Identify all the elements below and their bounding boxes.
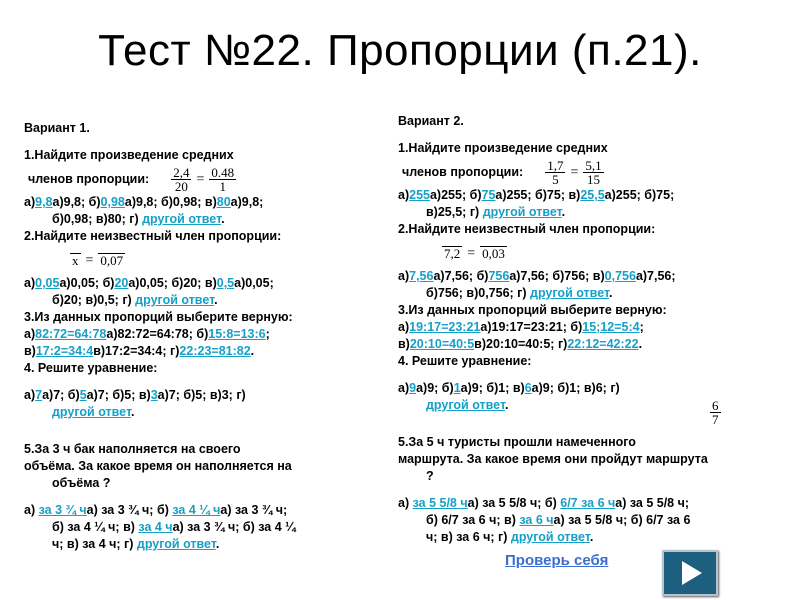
question-text: 4. Решите уравнение:: [24, 361, 158, 375]
question-text: 3.Из данных пропорций выберите верную:: [24, 310, 293, 324]
question-text: ?: [426, 469, 434, 483]
question-text: 2.Найдите неизвестный член пропорции:: [398, 222, 656, 236]
answer-link[interactable]: 9: [409, 381, 417, 395]
answer-link[interactable]: за 6 ч: [519, 513, 554, 527]
answer-link[interactable]: 756: [488, 269, 510, 283]
answer-link[interactable]: за 4 ч: [138, 520, 173, 534]
answer-link[interactable]: 7,56: [409, 269, 434, 283]
other-answer-link[interactable]: другой ответ: [135, 293, 215, 307]
question-text: маршрута. За какое время они пройдут маршрута: [398, 452, 708, 466]
question-text: объёма. За какое время он наполняется на: [24, 459, 292, 473]
answer-link[interactable]: 0,5: [216, 276, 235, 290]
fraction: $\frac{2,4}{20}$: [173, 164, 190, 194]
answer-link[interactable]: 3: [150, 388, 158, 402]
answer-link[interactable]: 15;12=5:4: [582, 320, 640, 334]
play-button[interactable]: [662, 550, 718, 596]
variant-heading: Вариант 2.: [398, 114, 464, 128]
other-answer-link[interactable]: другой ответ: [426, 398, 505, 412]
answer-link[interactable]: 7: [35, 388, 43, 402]
question-text: членов пропорции:: [28, 171, 150, 186]
answer-link[interactable]: 25,5: [580, 188, 605, 202]
other-answer-link[interactable]: другой ответ: [136, 537, 216, 551]
answer-link[interactable]: 6: [524, 381, 532, 395]
other-answer-link[interactable]: другой ответ: [142, 212, 222, 226]
question-text: 5.За 3 ч бак наполняется на своего: [24, 442, 241, 456]
variant-1: Вариант 1. 1.Найдите произведение средних членов пропорции: $\frac{2,4}{20}$ = $\frac{0.48}{1}$ а)9,8а)9,8; б)0,98а)9,8; б)0,98; в)80а)9,8; б)0,98; в)80; г) другой ответ. 2.Найдите неизвестный член пропорции: x = 0,07 а)0,05а)0,05; б)20а)0,05; б)20; в)0,5а)0,05; б)20; в)0,5; г) другой ответ. 3.Из данных пропорций выберите верную: а)82:72=64:78а)82:72=64:78; б)15:8=13:6; в)17:2=34:4в)17:2=34:4; г)22:23=81:82. 4. Решите уравнение: а)7а)7; б)5а)7; б)5; в)3а)7; б)5; в)3; г) другой ответ. 5.За 3 ч бак наполняется на своего объёма. За какое время он наполняется на объёма ? а) за 3 ¾ ча) за 3 ¾ ч; б) за 4 ¼ ча) за 3 ¾ ч; б) за 4 ¼ ч; в) за 4 ча) за 3 ¾ ч; б) за 4 ¼ ч; в) за 4 ч; г) другой ответ.: [24, 120, 374, 553]
answer-link[interactable]: за 4 ¼ ч: [172, 503, 221, 517]
other-answer-link[interactable]: другой ответ: [482, 205, 562, 219]
answer-link[interactable]: 5: [79, 388, 87, 402]
answer-link[interactable]: 19:17=23:21: [409, 320, 481, 334]
other-answer-link[interactable]: другой ответ: [530, 286, 609, 300]
answer-link[interactable]: за 3 ¾ ч: [38, 503, 87, 517]
answer-link[interactable]: 0,05: [35, 276, 60, 290]
fraction: 0,03: [482, 246, 505, 261]
variant-heading: Вариант 1.: [24, 121, 90, 135]
question-text: 3.Из данных пропорций выберите верную:: [398, 303, 667, 317]
question-text: 1.Найдите произведение средних: [398, 141, 608, 155]
answer-link[interactable]: 22:12=42:22: [567, 337, 639, 351]
answer-link[interactable]: 75: [481, 188, 496, 202]
answer-link[interactable]: 15:8=13:6: [208, 327, 266, 341]
fraction: $\frac{0.48}{1}$: [211, 164, 235, 194]
question-text: 5.За 5 ч туристы прошли намеченного: [398, 435, 636, 449]
answer-link[interactable]: 9,8: [35, 195, 53, 209]
answer-link[interactable]: 80: [216, 195, 231, 209]
page-title: Тест №22. Пропорции (п.21).: [98, 26, 702, 75]
answer-link[interactable]: 0,756: [604, 269, 636, 283]
fraction: $\frac{5,1}{15}$: [585, 157, 602, 187]
other-answer-link[interactable]: другой ответ: [510, 530, 590, 544]
fraction: x: [72, 253, 79, 268]
answer-link[interactable]: 6/7 за 6 ч: [560, 496, 616, 510]
other-answer-link[interactable]: другой ответ: [52, 405, 131, 419]
answer-link[interactable]: 255: [409, 188, 430, 202]
fraction: $\frac{1,7}{5}$: [547, 157, 564, 187]
variant-2: Вариант 2. 1.Найдите произведение средних членов пропорции: $\frac{1,7}{5}$ = $\frac{5,1}{15}$ а)255а)255; б)75а)255; б)75; в)25,5а)255; б)75; в)25,5; г) другой ответ. 2.Найдите неизвестный член пропорции: 7,2 = 0,03 а)7,56а)7,56; б)756а)7,56; б)756; в)0,756а)7,56; б)756; в)0,756; г) другой ответ. 3.Из данных пропорций выберите верную: а)19:17=23:21а)19:17=23:21; б)15;12=5:4; в)20:10=40:5в)20:10=40:5; г)22:12=42:22. 4. Решите уравнение: а)9а)9; б)1а)9; б)1; в)6а)9; б)1; в)6; г) другой ответ. $\frac{6}{7}$ 5.За 5 ч туристы прошли намеченного маршрута. За какое время они пройдут маршрута ? а) за 5 5/8 ча) за 5 5/8 ч; б) 6/7 за 6 ча) за 5 5/8 ч; б) 6/7 за 6 ч; в) за 6 ча) за 5 5/8 ч; б) 6/7 за 6 ч; в) за 6 ч; г) другой ответ.: [398, 113, 794, 546]
fraction: $\frac{6}{7}$: [712, 398, 719, 427]
fraction: 7,2: [444, 246, 461, 261]
question-text: 1.Найдите произведение средних: [24, 148, 234, 162]
answer-link[interactable]: 20:10=40:5: [409, 337, 475, 351]
answer-link[interactable]: за 5 5/8 ч: [412, 496, 468, 510]
question-text: объёма ?: [52, 476, 111, 490]
fraction: 0,07: [100, 253, 124, 268]
answer-link[interactable]: 0,98: [100, 195, 125, 209]
answer-link[interactable]: 22:23=81:82: [179, 344, 251, 358]
question-text: членов пропорции:: [402, 164, 524, 179]
answer-link[interactable]: 1: [453, 381, 461, 395]
answer-link[interactable]: 82:72=64:78: [35, 327, 107, 341]
check-yourself-link[interactable]: Проверь себя: [505, 552, 609, 569]
question-text: 4. Решите уравнение:: [398, 354, 532, 368]
answer-link[interactable]: 20: [114, 276, 129, 290]
answer-link[interactable]: 17:2=34:4: [35, 344, 94, 358]
question-text: 2.Найдите неизвестный член пропорции:: [24, 229, 282, 243]
